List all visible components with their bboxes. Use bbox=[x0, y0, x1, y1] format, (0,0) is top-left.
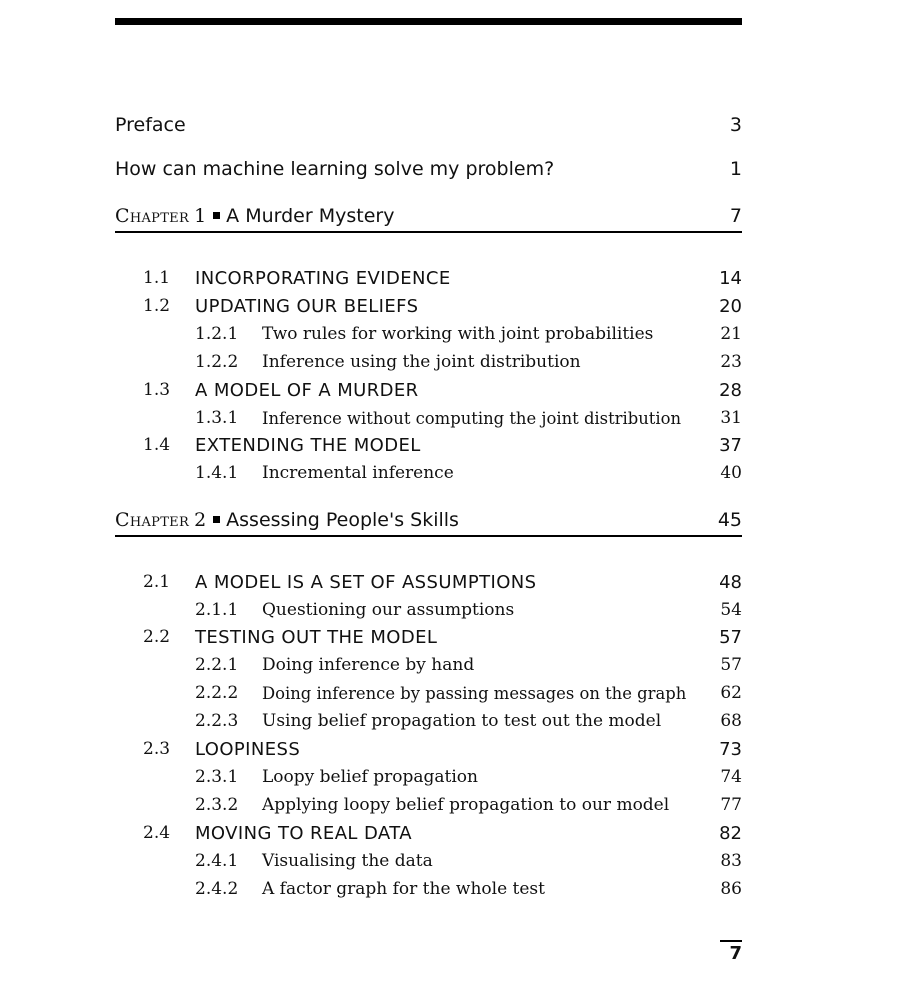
section-number: 2.2 bbox=[143, 627, 171, 647]
subsection-page: 77 bbox=[720, 795, 742, 815]
subsection-number: 2.4.1 bbox=[195, 851, 239, 871]
toc-subsection-1-3-1[interactable] bbox=[115, 404, 742, 432]
square-bullet-icon bbox=[213, 212, 220, 219]
subsection-number: 2.4.2 bbox=[195, 879, 239, 899]
subsection-page: 74 bbox=[720, 767, 742, 787]
chapter-page: 7 bbox=[729, 205, 742, 227]
subsection-title: Doing inference by hand bbox=[262, 655, 475, 675]
toc-subsection-2-4-2[interactable] bbox=[115, 875, 742, 903]
subsection-title: Two rules for working with joint probabilities bbox=[262, 324, 654, 344]
toc-entry-title: Preface bbox=[115, 114, 186, 136]
subsection-number: 1.4.1 bbox=[195, 463, 239, 483]
subsection-title: Visualising the data bbox=[262, 851, 433, 871]
toc-section-2-3[interactable] bbox=[115, 735, 742, 763]
section-title: MOVING TO REAL DATA bbox=[195, 822, 412, 844]
toc-chapter-1[interactable] bbox=[115, 201, 742, 233]
section-title: TESTING OUT THE MODEL bbox=[195, 626, 438, 648]
section-title: EXTENDING THE MODEL bbox=[195, 434, 421, 456]
toc-section-1-2[interactable] bbox=[115, 292, 742, 320]
section-title: UPDATING OUR BELIEFS bbox=[195, 295, 419, 317]
section-number: 1.2 bbox=[143, 296, 171, 316]
toc-entry-title: How can machine learning solve my problem? bbox=[115, 158, 555, 180]
subsection-number: 2.2.3 bbox=[195, 711, 239, 731]
section-page: 82 bbox=[719, 822, 742, 844]
subsection-title: Incremental inference bbox=[262, 463, 454, 483]
header-rule bbox=[115, 18, 742, 25]
chapter-number: 2 bbox=[194, 509, 207, 531]
footer-page-number: 7 bbox=[720, 940, 742, 964]
subsection-page: 62 bbox=[720, 683, 742, 703]
toc-subsection-2-2-1[interactable] bbox=[115, 651, 742, 679]
chapter-label: Chapter bbox=[115, 509, 190, 531]
subsection-title: Doing inference by passing messages on the graph bbox=[262, 683, 687, 703]
toc-subsection-2-3-2[interactable] bbox=[115, 791, 742, 819]
toc-entry-page: 3 bbox=[729, 114, 742, 136]
section-number: 1.4 bbox=[143, 435, 171, 455]
toc-subsection-1-4-1[interactable] bbox=[115, 459, 742, 487]
toc-subsection-2-3-1[interactable] bbox=[115, 763, 742, 791]
toc-entry-page: 1 bbox=[729, 158, 742, 180]
toc-subsection-2-4-1[interactable] bbox=[115, 847, 742, 875]
section-page: 37 bbox=[719, 434, 742, 456]
subsection-number: 2.3.1 bbox=[195, 767, 239, 787]
subsection-number: 2.2.2 bbox=[195, 683, 239, 703]
subsection-page: 83 bbox=[720, 851, 742, 871]
toc-entry-preface[interactable] bbox=[115, 111, 742, 139]
toc-section-2-4[interactable] bbox=[115, 819, 742, 847]
subsection-page: 23 bbox=[720, 352, 742, 372]
subsection-page: 21 bbox=[720, 324, 742, 344]
subsection-number: 1.2.1 bbox=[195, 324, 239, 344]
section-page: 14 bbox=[719, 267, 742, 289]
subsection-page: 68 bbox=[720, 711, 742, 731]
subsection-title: Loopy belief propagation bbox=[262, 767, 478, 787]
section-page: 20 bbox=[719, 295, 742, 317]
toc-chapter-2[interactable] bbox=[115, 505, 742, 537]
section-page: 28 bbox=[719, 379, 742, 401]
chapter-number: 1 bbox=[194, 205, 207, 227]
subsection-page: 31 bbox=[720, 408, 742, 428]
subsection-page: 40 bbox=[720, 463, 742, 483]
subsection-page: 54 bbox=[720, 600, 742, 620]
subsection-number: 2.1.1 bbox=[195, 600, 239, 620]
chapter-page: 45 bbox=[717, 509, 742, 531]
subsection-title: Inference using the joint distribution bbox=[262, 352, 581, 372]
toc-subsection-1-2-1[interactable] bbox=[115, 320, 742, 348]
chapter-title: Assessing People's Skills bbox=[226, 509, 459, 531]
toc-section-1-4[interactable] bbox=[115, 431, 742, 459]
subsection-page: 86 bbox=[720, 879, 742, 899]
subsection-number: 2.2.1 bbox=[195, 655, 239, 675]
subsection-title: A factor graph for the whole test bbox=[262, 879, 545, 899]
toc-section-2-1[interactable] bbox=[115, 568, 742, 596]
subsection-title: Using belief propagation to test out the model bbox=[262, 711, 662, 731]
subsection-title: Applying loopy belief propagation to our model bbox=[262, 795, 670, 815]
square-bullet-icon bbox=[213, 516, 220, 523]
subsection-title: Questioning our assumptions bbox=[262, 600, 515, 620]
subsection-number: 1.2.2 bbox=[195, 352, 239, 372]
section-number: 1.1 bbox=[143, 268, 171, 288]
toc-entry-how-can-ml-solve[interactable] bbox=[115, 155, 742, 183]
section-page: 73 bbox=[719, 738, 742, 760]
section-number: 1.3 bbox=[143, 380, 171, 400]
section-page: 48 bbox=[719, 571, 742, 593]
section-page: 57 bbox=[719, 626, 742, 648]
toc-subsection-1-2-2[interactable] bbox=[115, 348, 742, 376]
section-title: LOOPINESS bbox=[195, 738, 301, 760]
section-title: A MODEL IS A SET OF ASSUMPTIONS bbox=[195, 571, 537, 593]
section-number: 2.3 bbox=[143, 739, 171, 759]
toc-section-2-2[interactable] bbox=[115, 623, 742, 651]
subsection-number: 1.3.1 bbox=[195, 408, 239, 428]
section-number: 2.1 bbox=[143, 572, 171, 592]
chapter-label: Chapter bbox=[115, 205, 190, 227]
section-title: INCORPORATING EVIDENCE bbox=[195, 267, 451, 289]
subsection-number: 2.3.2 bbox=[195, 795, 239, 815]
toc-subsection-2-2-3[interactable] bbox=[115, 707, 742, 735]
section-title: A MODEL OF A MURDER bbox=[195, 379, 419, 401]
subsection-page: 57 bbox=[720, 655, 742, 675]
section-number: 2.4 bbox=[143, 823, 171, 843]
toc-section-1-3[interactable] bbox=[115, 376, 742, 404]
toc-subsection-2-2-2[interactable] bbox=[115, 679, 742, 707]
toc-subsection-2-1-1[interactable] bbox=[115, 596, 742, 624]
subsection-title: Inference without computing the joint distribution bbox=[262, 408, 682, 428]
toc-section-1-1[interactable] bbox=[115, 264, 742, 292]
chapter-title: A Murder Mystery bbox=[226, 205, 395, 227]
